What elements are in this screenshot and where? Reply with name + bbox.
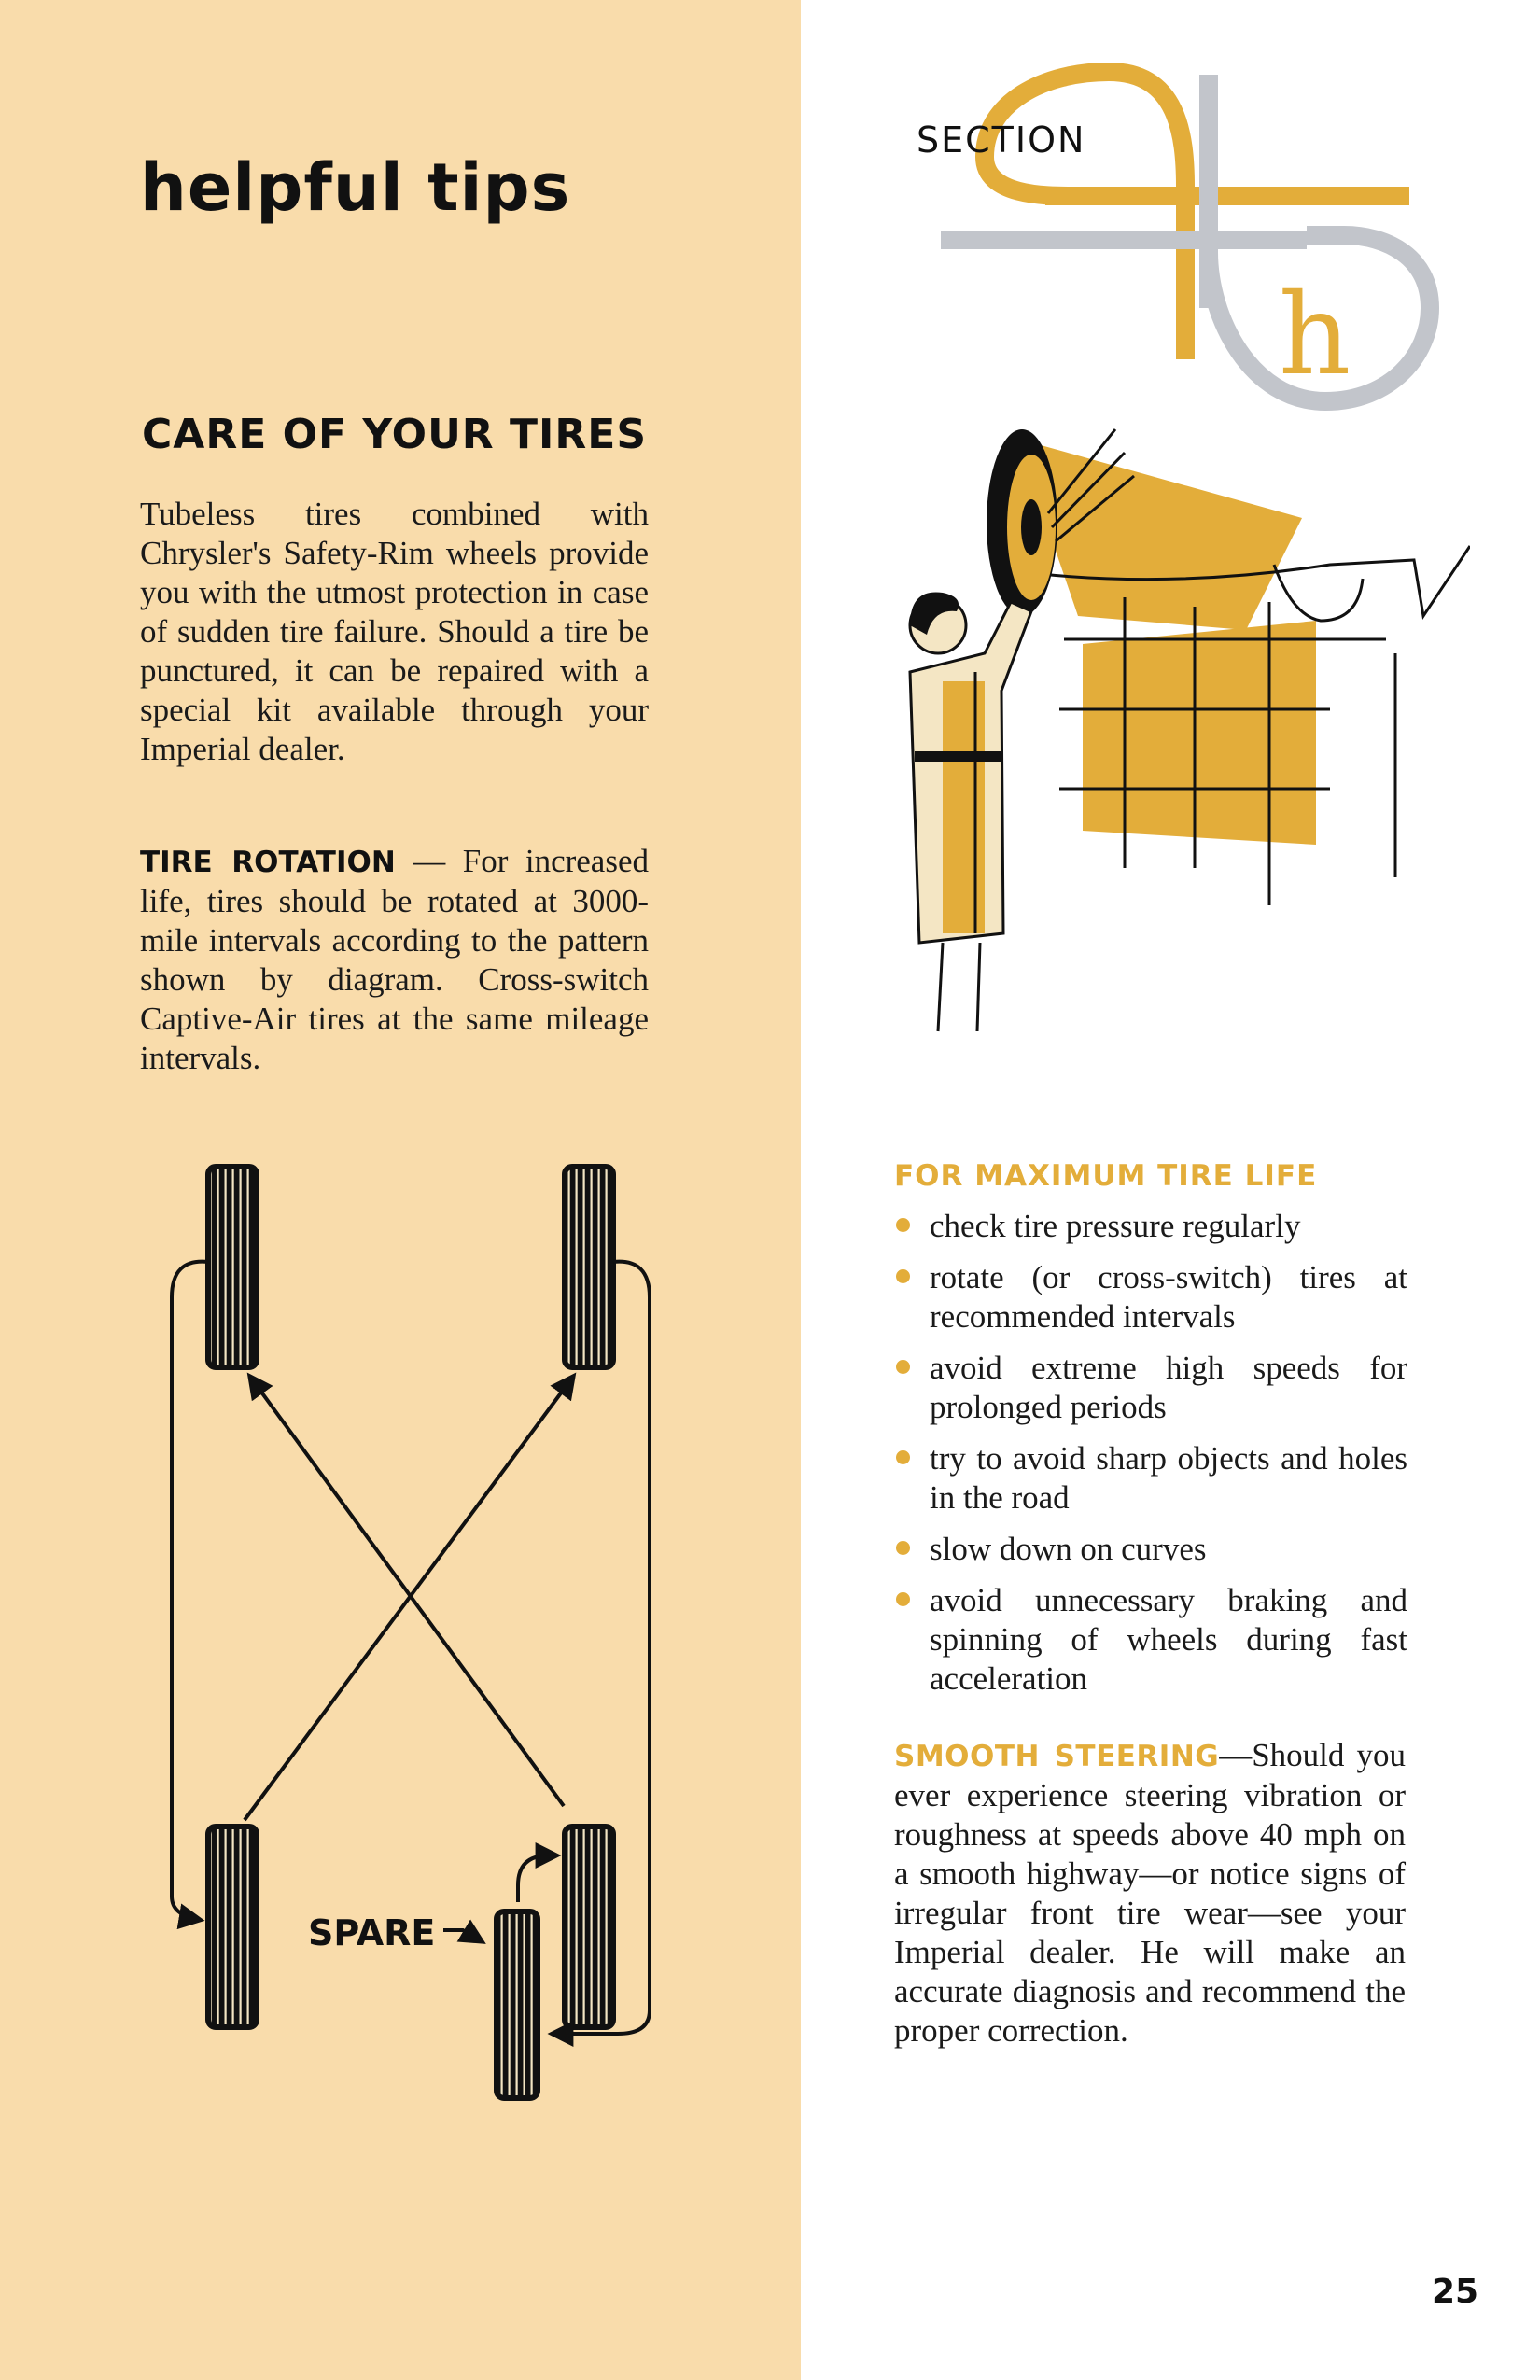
rear-right-tire — [565, 1827, 613, 2027]
bullet-dot — [896, 1450, 910, 1464]
smooth-steering-paragraph — [894, 1736, 1406, 2051]
list-item: avoid unnecessary braking and spinning of wheels during fast acceleration — [894, 1581, 1407, 1699]
tips-heading: FOR MAXIMUM TIRE LIFE — [894, 1159, 1318, 1193]
mechanic-mounting-tire-illustration — [891, 411, 1470, 1045]
list-item: try to avoid sharp objects and holes in the road — [894, 1439, 1407, 1518]
tire-rotation-label: TIRE ROTATION — [140, 846, 396, 879]
arrow-front-left-to-rear-left — [172, 1262, 208, 1920]
smooth-steering-text: —Should you ever experience steering vibration or roughness at speeds above 40 mph on a smooth highway—or notice signs of irregular front tire wear—see your Imperial dealer. He will make an accurate diagnosis and recommend the proper correction. — [894, 1737, 1406, 2049]
spare-label: SPARE — [308, 1912, 436, 1953]
spare-tire — [497, 1911, 538, 2098]
page-number: 25 — [1432, 2273, 1479, 2311]
care-of-tires-heading: CARE OF YOUR TIRES — [142, 411, 648, 458]
tubeless-tires-paragraph: Tubeless tires combined with Chrysler's Safety-Rim wheels provide you with the utmost protection in case of sudden tire failure. Should a tire be punctured, it can be repaired with a special kit available through your Imperial dealer. — [140, 496, 649, 767]
bullet-dot — [896, 1541, 910, 1555]
tire-rotation-paragraph — [140, 842, 649, 1078]
tire-rotation-diagram — [140, 1148, 663, 2109]
list-item: slow down on curves — [894, 1530, 1407, 1569]
bullet-dot — [896, 1592, 910, 1606]
section-label: SECTION — [917, 119, 1086, 161]
front-right-tire — [565, 1167, 613, 1367]
tips-list — [894, 1207, 1407, 1711]
arrow-spare-to-rear-right — [518, 1855, 556, 1902]
list-item: rotate (or cross-switch) tires at recommended intervals — [894, 1258, 1407, 1337]
arrow-spare-label — [443, 1930, 482, 1941]
page-title: helpful tips — [140, 149, 571, 226]
section-letter: h — [1279, 271, 1351, 400]
arrow-rear-right-to-front-left — [250, 1377, 564, 1806]
section-h-emblem — [933, 56, 1465, 429]
rear-left-tire — [208, 1827, 257, 2027]
bullet-dot — [896, 1269, 910, 1283]
smooth-steering-label: SMOOTH STEERING — [894, 1740, 1220, 1773]
list-item: avoid extreme high speeds for prolonged periods — [894, 1349, 1407, 1427]
bullet-dot — [896, 1360, 910, 1374]
bullet-dot — [896, 1218, 910, 1232]
list-item: check tire pressure regularly — [894, 1207, 1407, 1246]
tire-rotation-text: — For increased life, tires should be rotated at 3000-mile intervals according to the pattern shown by diagram. Cross-switch Captive-Air tires at the same mileage intervals. — [140, 843, 649, 1076]
front-left-tire — [208, 1167, 257, 1367]
